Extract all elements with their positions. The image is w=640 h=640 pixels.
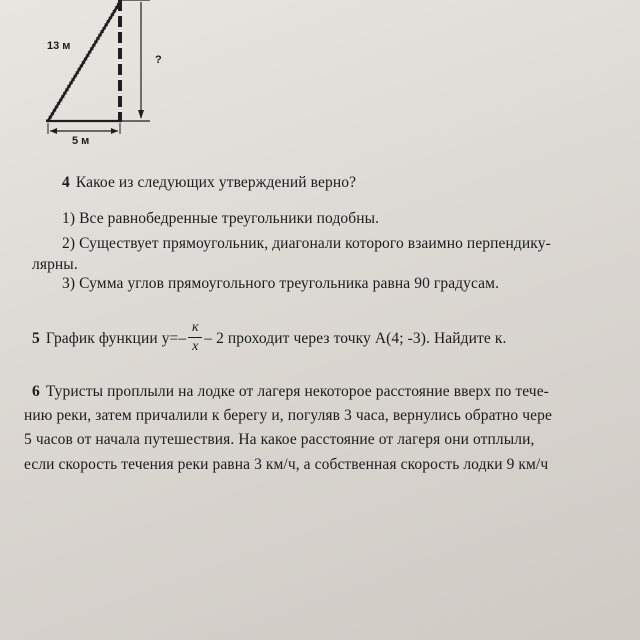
height-label: ? xyxy=(155,54,162,66)
task6-line-1 xyxy=(32,383,549,401)
fraction-denominator: x xyxy=(192,339,199,354)
fraction-numerator: к xyxy=(191,320,199,335)
task4-number: 4 xyxy=(62,174,70,191)
task4-question-text: Какое из следующих утверждений верно? xyxy=(75,174,357,191)
task5-number: 5 xyxy=(32,330,40,348)
task5-text-before: График функции y=– xyxy=(45,330,187,348)
fraction-bar xyxy=(188,337,202,338)
task4-option-1: 1) Все равнобедренные треугольники подобны. xyxy=(62,210,380,227)
task6-number: 6 xyxy=(32,383,40,400)
task4-question xyxy=(62,174,356,192)
task6-line-4: если скорость течения реки равна 3 км/ч, а собственная скорость лодки 9 км/ч xyxy=(24,456,549,473)
task6-line-1-text: Туристы проплыли на лодке от лагеря некоторое расстояние вверх по тече- xyxy=(45,383,549,400)
task6-line-3: 5 часов от начала путешествия. На какое расстояние от лагеря они отплыли, xyxy=(24,431,535,448)
ladder-triangle-figure xyxy=(0,0,200,160)
task4-option-2-continued: лярны. xyxy=(32,256,78,273)
triangle-diagram xyxy=(0,0,200,160)
task5-fraction xyxy=(188,320,202,355)
task4-option-3: 3) Сумма углов прямоугольного треугольника равна 90 градусам. xyxy=(62,275,500,292)
height-arrow-head xyxy=(138,110,144,119)
task5-text-after: – 2 проходит через точку A(4; -3). Найдите к. xyxy=(204,330,507,348)
base-label: 5 м xyxy=(72,135,90,147)
task6-line-2: нию реки, затем причалили к берегу и, погуляв 3 часа, вернулись обратно чере xyxy=(24,407,552,424)
task4-option-2: 2) Существует прямоугольник, диагонали которого взаимно перпендику- xyxy=(62,235,551,252)
hypotenuse-label: 13 м xyxy=(47,40,71,52)
task5-question xyxy=(32,322,506,357)
